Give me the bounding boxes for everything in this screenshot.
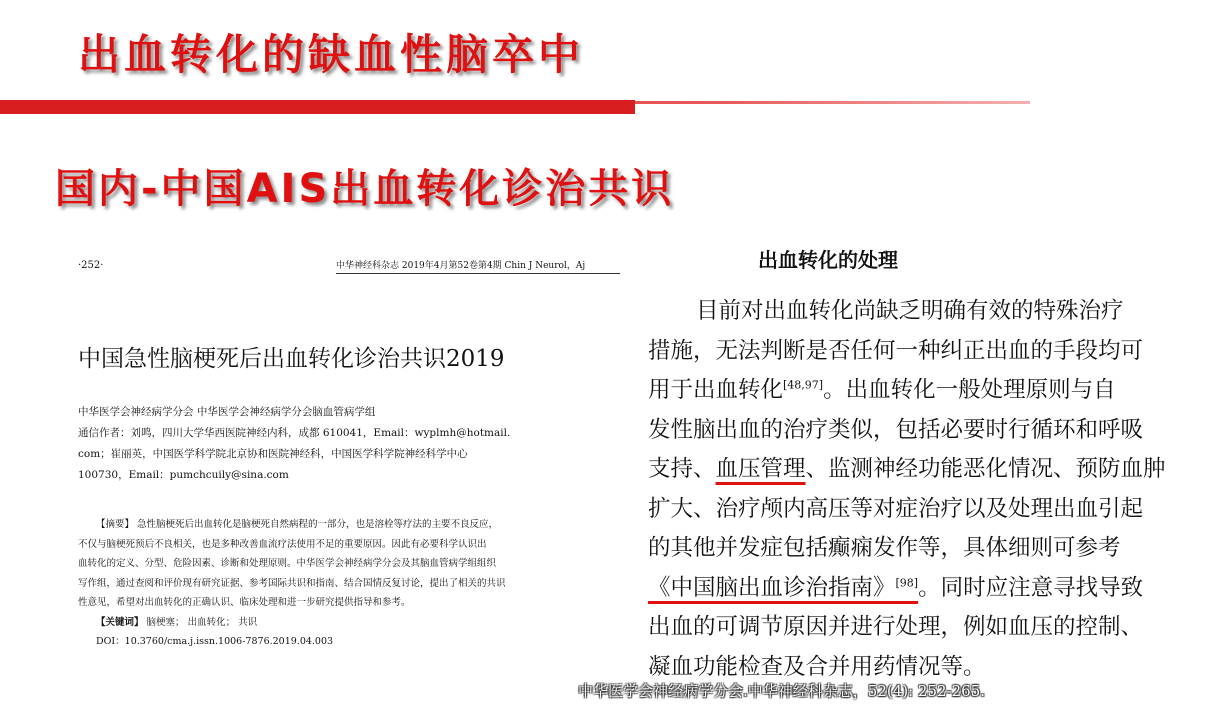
- abstract-line: 写作组，通过查阅和评价现有研究证据、参考国际共识和指南、结合国情反复讨论，提出了相关的共识: [78, 577, 506, 589]
- citation: 中华医学会神经病学分会.中华神经科杂志，52(4): 252-265.: [578, 682, 986, 700]
- reference-marker: [98]: [895, 576, 919, 589]
- title-divider-bar: [0, 100, 635, 114]
- slide-subtitle: 国内-中国AIS出血转化诊治共识: [55, 166, 675, 212]
- body-line: 凝血功能检查及合并用药情况等。: [648, 653, 986, 680]
- section-heading: 出血转化的处理: [758, 248, 898, 272]
- abstract-line: 性意见，希望对出血转化的正确认识、临床处理和进一步研究提供指导和参考。: [78, 597, 411, 608]
- body-text: 用于出血转化: [648, 377, 784, 403]
- section-body: [648, 292, 1188, 687]
- highlight-guideline-ref: [648, 575, 918, 601]
- journal-line: 中华神经科杂志 2019年4月第52卷第4期 Chin J Neurol，Aj: [336, 258, 620, 274]
- abstract-line: 血转化的定义、分型、危险因素、诊断和处理原则。中华医学会神经病学分会及其脑血管病学组组织: [78, 558, 497, 569]
- body-text: 、监测神经功能恶化情况、预防血肿: [805, 456, 1166, 482]
- body-line: 发性脑出血的治疗类似，包括必要时行循环和呼吸: [648, 416, 1144, 443]
- body-line: [648, 450, 1188, 490]
- paper-excerpt: [70, 252, 620, 662]
- keywords-text: 脑梗塞； 出血转化； 共识: [146, 616, 258, 628]
- abstract-line: 【摘要】 急性脑梗死后出血转化是脑梗死自然病程的一部分，也是溶栓等疗法的主要不良反应，: [96, 519, 499, 530]
- page-number: ·252·: [78, 260, 104, 271]
- body-text: 《中国脑出血诊治指南》: [648, 574, 896, 601]
- body-line: 出血的可调节原因并进行处理，例如血压的控制、: [648, 614, 1144, 640]
- paper-header: [70, 252, 620, 276]
- author-block: [78, 402, 618, 486]
- treatment-section: [648, 244, 1188, 680]
- author-line: 中华医学会神经病学分会 中华医学会神经病学分会脑血管病学组: [78, 406, 376, 418]
- body-text: 支持、: [648, 456, 716, 482]
- doi: DOI：10.3760/cma.j.issn.1006-7876.2019.04.003: [96, 636, 334, 647]
- keywords-label: 【关键词】: [96, 616, 144, 628]
- abstract-line: 不仅与脑梗死预后不良相关，也是多种改善血流疗法使用不足的重要原因。因此有必要科学认识出: [78, 538, 487, 550]
- body-line: 的其他并发症包括癫痫发作等，具体细则可参考: [648, 535, 1121, 561]
- body-line: 扩大、治疗颅内高压等对症治疗以及处理出血引起: [648, 495, 1144, 522]
- highlight-bp-management: 血压管理: [715, 456, 806, 482]
- author-line: com；崔丽英，中国医学科学院北京协和医院神经科，中国医学科学院神经科学中心: [78, 448, 468, 460]
- body-line: [648, 371, 1188, 411]
- reference-marker: [48,97]: [783, 378, 824, 392]
- body-text: 。出血转化一般处理原则与自: [823, 377, 1116, 403]
- body-text: 。同时应注意寻找导致: [918, 574, 1144, 601]
- slide-title: 出血转化的缺血性脑卒中: [78, 30, 585, 79]
- abstract-block: [78, 515, 618, 632]
- body-line: [648, 569, 1188, 609]
- body-line: 措施，无法判断是否任何一种纠正出血的手段均可: [648, 337, 1144, 364]
- author-line: 100730，Email：pumchcuily@sina.com: [78, 469, 289, 481]
- paper-title: 中国急性脑梗死后出血转化诊治共识2019: [78, 346, 505, 372]
- keywords-line: [78, 613, 618, 633]
- body-line: 目前对出血转化尚缺乏明确有效的特殊治疗: [696, 298, 1124, 324]
- author-line: 通信作者：刘鸣，四川大学华西医院神经内科，成都 610041，Email：wyplmh@hotmail.: [78, 427, 511, 439]
